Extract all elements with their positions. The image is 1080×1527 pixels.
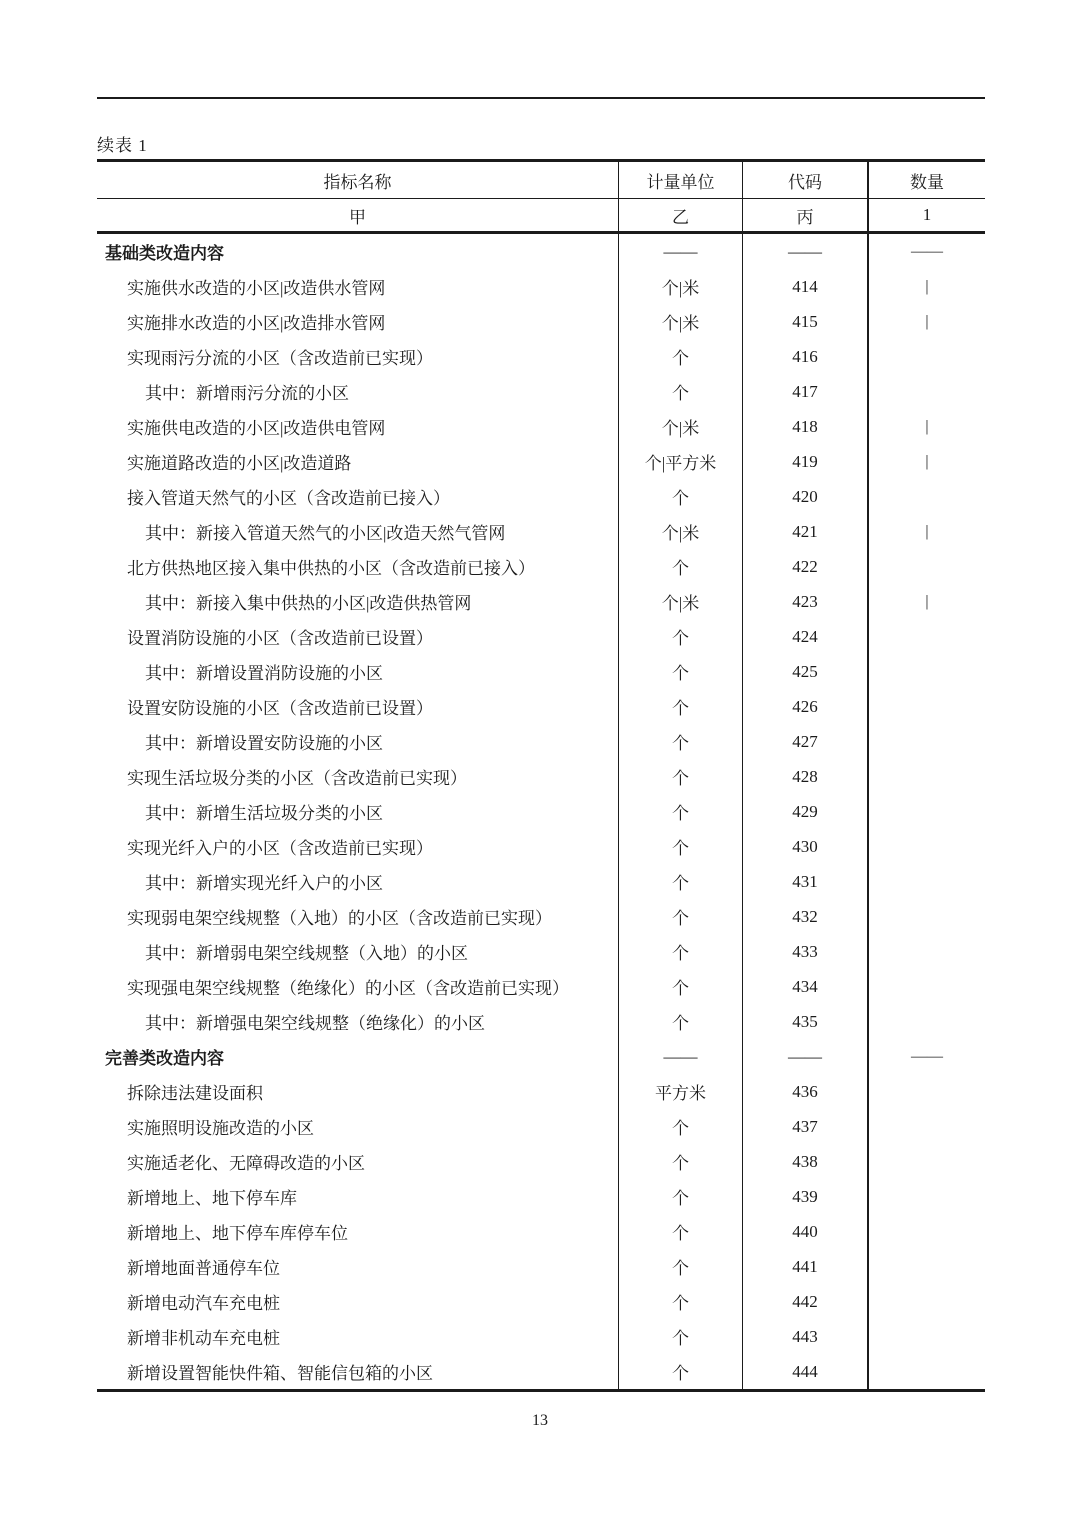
code-cell: —— [742,234,867,269]
table-body [97,234,985,1389]
table-row [97,269,985,304]
header-code: 代码 [742,162,867,198]
header-unit: 计量单位 [618,162,742,198]
code-cell: 432 [742,899,867,934]
indicator-name-cell: 接入管道天然气的小区（含改造前已接入） [127,489,450,508]
code-cell: 431 [742,864,867,899]
quantity-cell [867,1109,985,1144]
unit-cell: 个 [618,864,742,899]
quantity-cell: | [867,444,985,479]
unit-cell: 个 [618,1214,742,1249]
unit-cell: 个 [618,1179,742,1214]
quantity-cell: —— [867,1039,985,1074]
table-row [97,794,985,829]
table-row [97,1109,985,1144]
quantity-cell [867,864,985,899]
code-cell: —— [742,1039,867,1074]
unit-cell: 个|米 [618,409,742,444]
indicator-name-cell: 拆除违法建设面积 [127,1084,263,1103]
quantity-cell [867,374,985,409]
statistics-table [97,159,985,1392]
indicator-name-cell: 实施供电改造的小区|改造供电管网 [127,419,386,438]
indicator-name-cell: 新增地上、地下停车库停车位 [127,1224,348,1243]
indicator-name-cell: 实现弱电架空线规整（入地）的小区（含改造前已实现） [127,909,552,928]
indicator-name-cell: 其中：新增雨污分流的小区 [145,384,349,403]
indicator-name-cell: 北方供热地区接入集中供热的小区（含改造前已接入） [127,559,535,578]
indicator-name-cell: 实施适老化、无障碍改造的小区 [127,1154,365,1173]
quantity-cell: | [867,304,985,339]
unit-cell: 个 [618,619,742,654]
table-row [97,444,985,479]
code-cell: 443 [742,1319,867,1354]
unit-cell: 个 [618,374,742,409]
indicator-name-cell: 新增地上、地下停车库 [127,1189,297,1208]
quantity-cell: | [867,409,985,444]
code-cell: 441 [742,1249,867,1284]
table-row [97,1319,985,1354]
quantity-cell [867,934,985,969]
unit-cell: —— [618,1039,742,1074]
unit-cell: 个 [618,899,742,934]
code-cell: 414 [742,269,867,304]
quantity-cell [867,1179,985,1214]
quantity-cell [867,1319,985,1354]
table-row [97,899,985,934]
quantity-cell [867,689,985,724]
unit-cell: 个 [618,794,742,829]
quantity-cell [867,619,985,654]
code-cell: 437 [742,1109,867,1144]
indicator-name-cell: 新增非机动车充电桩 [127,1329,280,1348]
quantity-cell [867,339,985,374]
quantity-cell [867,1074,985,1109]
indicator-name-cell: 其中：新接入管道天然气的小区|改造天然气管网 [145,524,506,543]
table-row [97,829,985,864]
code-cell: 429 [742,794,867,829]
code-cell: 427 [742,724,867,759]
code-cell: 424 [742,619,867,654]
table-subheader-row [97,199,985,234]
unit-cell: 个 [618,759,742,794]
table-row [97,1214,985,1249]
table-row [97,759,985,794]
table-row [97,514,985,549]
unit-cell: 个|米 [618,269,742,304]
code-cell: 418 [742,409,867,444]
code-cell: 439 [742,1179,867,1214]
table-row [97,339,985,374]
table-row [97,549,985,584]
page-number: 13 [532,1412,548,1429]
table-row [97,1179,985,1214]
table-continuation-label: 续表 1 [97,136,148,155]
table-row [97,479,985,514]
table-row [97,409,985,444]
unit-cell: 个 [618,689,742,724]
indicator-name-cell: 其中：新增设置消防设施的小区 [145,664,383,683]
table-row [97,304,985,339]
code-cell: 442 [742,1284,867,1319]
table-row [97,1284,985,1319]
code-cell: 425 [742,654,867,689]
quantity-cell [867,724,985,759]
indicator-name-cell: 其中：新增强电架空线规整（绝缘化）的小区 [145,1014,485,1033]
unit-cell: 个|米 [618,304,742,339]
indicator-name-cell: 实现强电架空线规整（绝缘化）的小区（含改造前已实现） [127,979,569,998]
indicator-name-cell: 其中：新增设置安防设施的小区 [145,734,383,753]
table-header-row [97,162,985,199]
indicator-name-cell: 其中：新增实现光纤入户的小区 [145,874,383,893]
code-cell: 433 [742,934,867,969]
unit-cell: 个 [618,654,742,689]
code-cell: 416 [742,339,867,374]
unit-cell: 平方米 [618,1074,742,1109]
table-row [97,934,985,969]
code-cell: 415 [742,304,867,339]
unit-cell: 个|米 [618,584,742,619]
unit-cell: 个 [618,934,742,969]
unit-cell: 个 [618,479,742,514]
indicator-name-cell: 基础类改造内容 [105,244,224,263]
unit-cell: 个|平方米 [618,444,742,479]
quantity-cell [867,829,985,864]
table-row [97,1144,985,1179]
indicator-name-cell: 新增电动汽车充电桩 [127,1294,280,1313]
code-cell: 417 [742,374,867,409]
table-row [97,1249,985,1284]
indicator-name-cell: 新增设置智能快件箱、智能信包箱的小区 [127,1364,433,1383]
unit-cell: —— [618,234,742,269]
subheader-jia: 甲 [349,207,366,227]
unit-cell: 个 [618,549,742,584]
indicator-name-cell: 实施照明设施改造的小区 [127,1119,314,1138]
quantity-cell [867,1284,985,1319]
code-cell: 436 [742,1074,867,1109]
table-row [97,234,985,269]
table-row [97,1074,985,1109]
indicator-name-cell: 实施供水改造的小区|改造供水管网 [127,279,386,298]
indicator-name-cell: 完善类改造内容 [105,1049,224,1068]
quantity-cell [867,899,985,934]
subheader-bing: 丙 [742,199,867,231]
code-cell: 438 [742,1144,867,1179]
table-row [97,374,985,409]
code-cell: 434 [742,969,867,1004]
quantity-cell: | [867,584,985,619]
indicator-name-cell: 其中：新接入集中供热的小区|改造供热管网 [145,594,472,613]
quantity-cell [867,1214,985,1249]
subheader-1: 1 [867,199,985,231]
header-quantity: 数量 [867,162,985,198]
quantity-cell [867,1249,985,1284]
code-cell: 423 [742,584,867,619]
unit-cell: 个|米 [618,514,742,549]
code-cell: 426 [742,689,867,724]
table-row [97,1039,985,1074]
indicator-name-cell: 实现生活垃圾分类的小区（含改造前已实现） [127,769,467,788]
quantity-cell [867,549,985,584]
subheader-yi: 乙 [618,199,742,231]
indicator-name-cell: 实施排水改造的小区|改造排水管网 [127,314,386,333]
indicator-name-cell: 其中：新增生活垃圾分类的小区 [145,804,383,823]
table-row [97,864,985,899]
unit-cell: 个 [618,1354,742,1389]
code-cell: 422 [742,549,867,584]
quantity-cell [867,1144,985,1179]
indicator-name-cell: 实现雨污分流的小区（含改造前已实现） [127,349,433,368]
quantity-cell [867,654,985,689]
unit-cell: 个 [618,1319,742,1354]
table-row [97,724,985,759]
indicator-name-cell: 新增地面普通停车位 [127,1259,280,1278]
quantity-cell: | [867,269,985,304]
unit-cell: 个 [618,829,742,864]
indicator-name-cell: 实施道路改造的小区|改造道路 [127,454,352,473]
quantity-cell: —— [867,234,985,269]
table-row [97,1354,985,1389]
quantity-cell [867,969,985,1004]
table-row [97,584,985,619]
code-cell: 428 [742,759,867,794]
unit-cell: 个 [618,1109,742,1144]
quantity-cell [867,479,985,514]
code-cell: 435 [742,1004,867,1039]
unit-cell: 个 [618,1004,742,1039]
indicator-name-cell: 其中：新增弱电架空线规整（入地）的小区 [145,944,468,963]
unit-cell: 个 [618,1249,742,1284]
quantity-cell [867,759,985,794]
quantity-cell: | [867,514,985,549]
table-row [97,969,985,1004]
code-cell: 440 [742,1214,867,1249]
table-row [97,689,985,724]
table-row [97,619,985,654]
quantity-cell [867,794,985,829]
unit-cell: 个 [618,339,742,374]
code-cell: 419 [742,444,867,479]
unit-cell: 个 [618,1284,742,1319]
unit-cell: 个 [618,724,742,759]
unit-cell: 个 [618,1144,742,1179]
code-cell: 444 [742,1354,867,1389]
code-cell: 430 [742,829,867,864]
page-top-rule [97,97,985,99]
code-cell: 421 [742,514,867,549]
indicator-name-cell: 实现光纤入户的小区（含改造前已实现） [127,839,433,858]
quantity-cell [867,1354,985,1389]
header-indicator-name: 指标名称 [323,172,392,192]
table-row [97,1004,985,1039]
quantity-cell [867,1004,985,1039]
unit-cell: 个 [618,969,742,1004]
indicator-name-cell: 设置消防设施的小区（含改造前已设置） [127,629,433,648]
table-row [97,654,985,689]
code-cell: 420 [742,479,867,514]
indicator-name-cell: 设置安防设施的小区（含改造前已设置） [127,699,433,718]
